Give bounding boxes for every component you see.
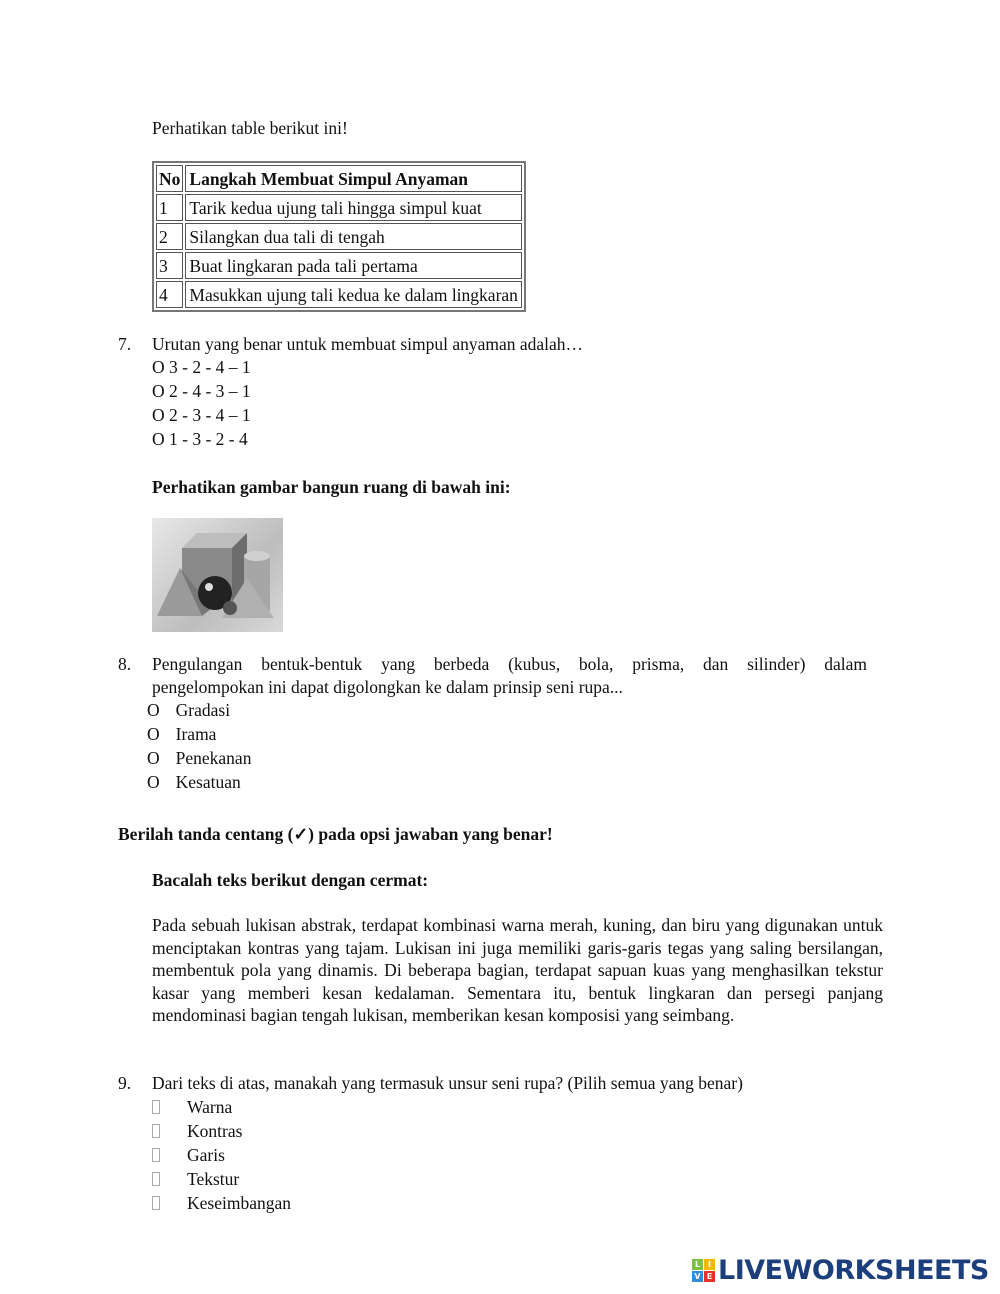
radio-marker: O (147, 724, 160, 744)
table-cell: Tarik kedua ujung tali hingga simpul kuat (185, 194, 522, 221)
table-cell: 1 (156, 194, 183, 221)
q9-option[interactable] (152, 1193, 291, 1213)
logo-text: LIVEWORKSHEETS (718, 1255, 989, 1286)
option-label: Gradasi (175, 700, 231, 720)
table-cell: Masukkan ujung tali kedua ke dalam lingkaran (185, 281, 522, 308)
table-row (156, 223, 522, 250)
table-header: Langkah Membuat Simpul Anyaman (185, 165, 522, 192)
intro-text: Perhatikan table berikut ini! (152, 118, 348, 138)
table-cell: 2 (156, 223, 183, 250)
q7-option[interactable]: O 2 - 3 - 4 – 1 (152, 405, 251, 425)
checkbox[interactable] (152, 1100, 160, 1114)
liveworksheets-logo (692, 1255, 989, 1286)
q7-number: 7. (118, 334, 132, 354)
steps-table (152, 161, 526, 312)
q9-option[interactable] (152, 1145, 225, 1165)
table-cell: 4 (156, 281, 183, 308)
checkbox[interactable] (152, 1148, 160, 1162)
option-label: Penekanan (175, 748, 252, 768)
radio-marker: O (147, 748, 160, 768)
q8-option[interactable] (147, 724, 216, 744)
table-row (156, 194, 522, 221)
q9-option[interactable] (152, 1169, 239, 1189)
table-cell: 3 (156, 252, 183, 279)
checkbox[interactable] (152, 1172, 160, 1186)
q8-text-line1: Pengulangan bentuk-bentuk yang berbeda (kubus, bola, prisma, dan silinder) dalam (152, 654, 867, 674)
instruction: Berilah tanda centang (✓) pada opsi jawaban yang benar! (118, 824, 553, 844)
q8-option[interactable] (147, 700, 230, 720)
table-header-row (156, 165, 522, 192)
q7-option[interactable]: O 1 - 3 - 2 - 4 (152, 429, 248, 449)
checkbox[interactable] (152, 1124, 160, 1138)
reading-paragraph: Pada sebuah lukisan abstrak, terdapat kombinasi warna merah, kuning, dan biru yang digunakan untuk menciptakan kontras yang tajam. Lukisan ini juga memiliki garis-garis tegas yang saling bersilangan, membentuk pola yang dinamis. Di beberapa bagian, terdapat sapuan kuas yang menghasilkan tekstur kasar yang memberi kesan kedalaman. Sementara itu, bentuk lingkaran dan persegi panjang mendominasi bagian tengah lukisan, memberikan kesan komposisi yang seimbang. (152, 915, 883, 1026)
q9-text: Dari teks di atas, manakah yang termasuk unsur seni rupa? (Pilih semua yang benar) (152, 1073, 743, 1093)
table-row (156, 281, 522, 308)
shapes-heading: Perhatikan gambar bangun ruang di bawah ini: (152, 477, 511, 497)
option-label: Keseimbangan (187, 1193, 291, 1213)
q9-number: 9. (118, 1073, 132, 1093)
table-header: No (156, 165, 183, 192)
option-label: Kontras (187, 1121, 243, 1141)
q9-option[interactable] (152, 1121, 242, 1141)
option-label: Garis (187, 1145, 225, 1165)
option-label: Irama (175, 724, 217, 744)
table-cell: Silangkan dua tali di tengah (185, 223, 522, 250)
q9-option[interactable] (152, 1097, 232, 1117)
option-label: Kesatuan (175, 772, 241, 792)
logo-icon: L I V E (692, 1259, 715, 1282)
q8-option[interactable] (147, 748, 251, 768)
radio-marker: O (147, 700, 160, 720)
table-cell: Buat lingkaran pada tali pertama (185, 252, 522, 279)
reading-heading: Bacalah teks berikut dengan cermat: (152, 870, 429, 890)
q7-text: Urutan yang benar untuk membuat simpul anyaman adalah… (152, 334, 584, 354)
q7-option[interactable]: O 2 - 4 - 3 – 1 (152, 381, 251, 401)
radio-marker: O (147, 772, 160, 792)
checkbox[interactable] (152, 1196, 160, 1210)
q8-text-line2: pengelompokan ini dapat digolongkan ke dalam prinsip seni rupa... (152, 677, 623, 697)
q7-option[interactable]: O 3 - 2 - 4 – 1 (152, 357, 251, 377)
table-row (156, 252, 522, 279)
geometric-shapes-image (152, 518, 283, 632)
option-label: Warna (187, 1097, 233, 1117)
option-label: Tekstur (187, 1169, 240, 1189)
q8-option[interactable] (147, 772, 241, 792)
q8-number: 8. (118, 654, 132, 674)
